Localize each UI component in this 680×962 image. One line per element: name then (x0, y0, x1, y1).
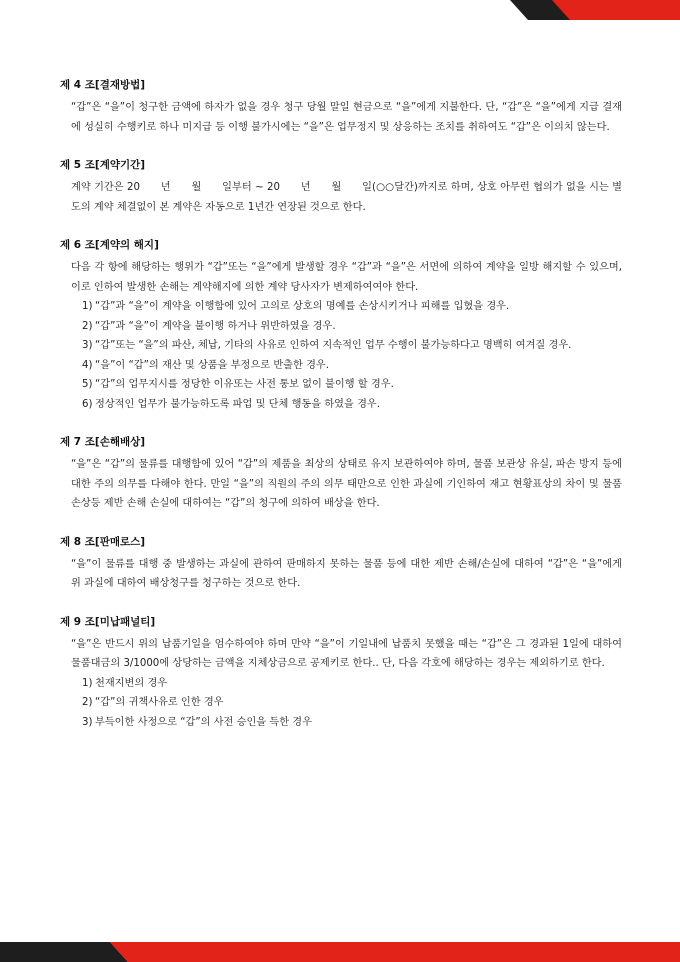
article-9 (60, 615, 622, 733)
article-paragraph: “을”은 반드시 위의 납품기일을 엄수하여야 하며 만약 “을”이 기일내에 납품치 못했을 때는 “갑”은 그 경과된 1일에 대하여 물품대금의 3/1000에 상당하는 금액을 지체상금으로 공제키로 한다.. 단, 다음 각호에 해당하는 경우는 제외하기로 한다. (71, 638, 622, 669)
article-paragraph: 계약 기간은 20 년 월 일부터 ~ 20 년 월 일(○○달간)까지로 하며, 상호 아무런 협의가 없을 시는 별도의 계약 체결없이 본 계약은 자동으로 1년간 연장된 것으로 한다. (71, 182, 622, 213)
footer-band (0, 942, 680, 962)
article-5 (60, 158, 622, 217)
article-6 (60, 238, 622, 414)
clause-number: 4) (82, 359, 93, 371)
article-paragraph: “을”이 물류를 대행 중 발생하는 과실에 관하여 판매하지 못하는 물품 등에 대한 제반 손해/손실에 대하여 “갑”은 “을”에게 위 과실에 대하여 배상청구를 청구하는 것으로 한다. (71, 558, 622, 589)
clause-text: 천재지변의 경우 (95, 677, 168, 689)
article-paragraph: “을”은 “갑”의 물류를 대행함에 있어 “갑”의 제품을 최상의 상태로 유지 보관하여야 하며, 물품 보관상 유실, 파손 방지 등에 대한 주의 의무를 다해야 한다. 만일 “을”의 직원의 주의 의무 태만으로 인한 과실에 기인하여 재고 현황표상의 차이 및 물품 손상등 제반 손해 손실에 대하여는 “갑”의 청구에 의하여 배상을 한다. (71, 459, 622, 509)
clause-number: 2) (82, 697, 93, 708)
article-8 (60, 535, 622, 594)
footer-band-red (110, 942, 680, 962)
article-title: 제 5 조[계약기간] (60, 159, 146, 171)
clause-number: 3) (82, 716, 93, 728)
clause-number: 5) (82, 379, 93, 390)
clause-text: “갑”또는 “을”의 파산, 체납, 기타의 사유로 인하여 지속적인 업무 수행이 불가능하다고 명백히 여겨질 경우. (95, 340, 572, 351)
clause-item (82, 674, 622, 694)
clause-item (82, 395, 622, 415)
article-clause-list (71, 674, 622, 733)
clause-item (82, 317, 622, 337)
clause-number: 1) (82, 677, 93, 689)
footer-band-dark (0, 942, 128, 962)
article-title: 제 6 조[계약의 해지] (60, 239, 159, 251)
article-paragraph: 다음 각 항에 해당하는 행위가 “갑”또는 “을”에게 발생할 경우 “갑”과 “을”은 서면에 의하여 계약을 일방 해지할 수 있으며, 이로 인하여 발생한 손해는 계약해지에 의한 계약 당사자가 변제하여여야 한다. (71, 262, 622, 293)
clause-item (82, 693, 622, 713)
clause-item (82, 356, 622, 376)
clause-text: 부득이한 사정으로 “갑”의 사전 승인을 득한 경우 (95, 716, 312, 728)
article-7 (60, 435, 622, 514)
clause-text: “갑”과 “을”이 계약을 이행함에 있어 고의로 상호의 명예를 손상시키거나 피해를 입혔을 경우. (95, 301, 510, 312)
header-band (0, 0, 680, 20)
article-title: 제 7 조[손해배상] (60, 436, 146, 448)
clause-text: 정상적인 업무가 불가능하도록 파업 및 단체 행동을 하였을 경우. (95, 398, 381, 410)
clause-number: 1) (82, 301, 93, 312)
clause-item (82, 336, 622, 356)
article-clause-list (71, 297, 622, 414)
article-title: 제 4 조[결재방법] (60, 79, 146, 91)
clause-number: 6) (82, 398, 93, 410)
clause-item (82, 713, 622, 733)
article-paragraph: “갑”은 “을”이 청구한 금액에 하자가 없을 경우 청구 당월 말일 현금으로 “을”에게 지불한다. 단, “갑”은 “을”에게 지급 결재에 성실히 수행키로 하나 미지급 등 이행 불가시에는 “을”은 업무정지 및 상응하는 조치를 취하여도 “갑”은 이의치 않는다. (71, 102, 622, 133)
clause-item (82, 297, 622, 317)
clause-text: “갑”의 귀책사유로 인한 경우 (95, 697, 224, 708)
article-title: 제 8 조[판매로스] (60, 535, 146, 548)
clause-number: 3) (82, 340, 93, 351)
header-band-red (552, 0, 680, 20)
clause-text: “갑”의 업무지시를 정당한 이유또는 사전 통보 없이 불이행 할 경우. (95, 379, 394, 390)
clause-text: “갑”과 “을”이 계약을 불이행 하거나 위반하였을 경우. (95, 320, 336, 332)
article-title: 제 9 조[미납패널티] (60, 615, 156, 628)
clause-number: 2) (82, 320, 93, 332)
clause-item (82, 375, 622, 395)
article-4 (60, 78, 622, 137)
document-body (60, 78, 622, 753)
clause-text: “을”이 “갑”의 재산 및 상품을 부정으로 반출한 경우. (95, 359, 329, 371)
